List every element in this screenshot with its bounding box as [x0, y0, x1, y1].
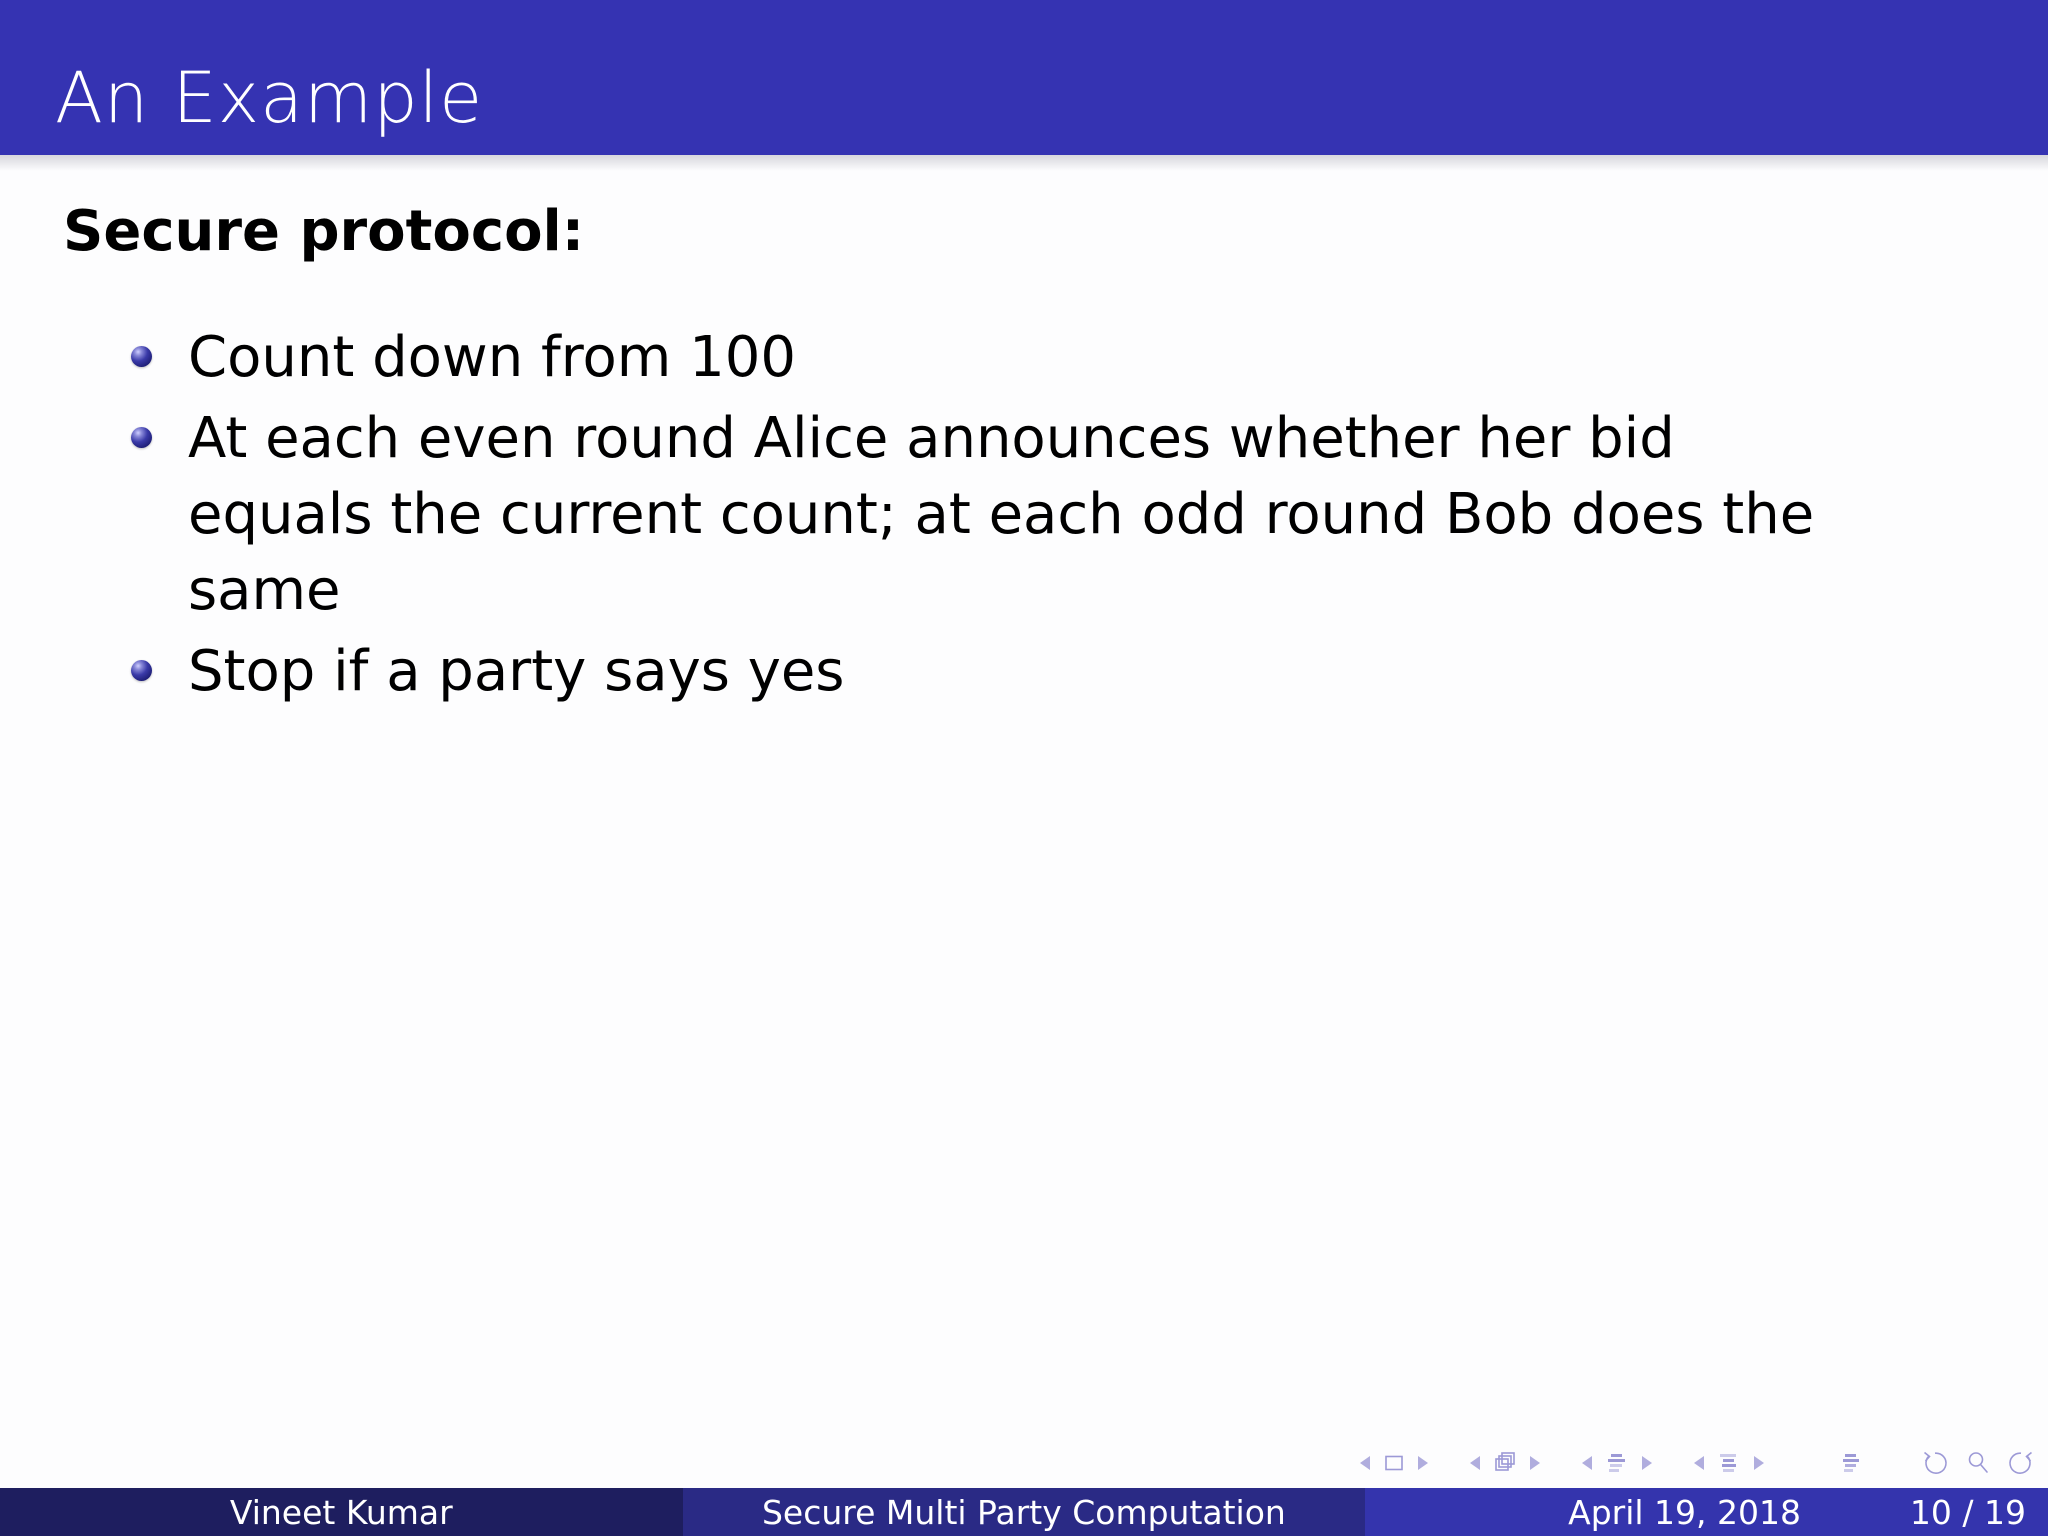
- subsection-nav-group: [1692, 1451, 1766, 1475]
- prev-section-icon[interactable]: [1580, 1454, 1594, 1472]
- slide-title: An Example: [55, 57, 484, 139]
- subsection-toc-icon[interactable]: [1716, 1451, 1742, 1475]
- appendix-toc-icon[interactable]: [1838, 1451, 1864, 1475]
- bullet-text: Stop if a party says yes: [188, 639, 845, 704]
- footer-author: Vineet Kumar: [229, 1492, 453, 1532]
- footer-talk-title-section: [683, 1488, 1366, 1536]
- block-heading: Secure protocol:: [63, 199, 585, 264]
- slide-number: 10 / 19: [1909, 1492, 2026, 1532]
- footer-date: April 19, 2018: [1568, 1492, 1802, 1532]
- list-item: [131, 634, 2048, 710]
- bullet-text: At each even round Alice announces whether her bid equals the current count; at each odd round Bob does the same: [188, 406, 1815, 623]
- prev-frame-icon[interactable]: [1468, 1454, 1482, 1472]
- search-icon[interactable]: [1963, 1448, 1993, 1478]
- history-nav-group: [1920, 1448, 2036, 1478]
- ball-bullet-icon: [131, 427, 152, 448]
- navigation-symbols-bar: [1358, 1448, 2036, 1478]
- next-section-icon[interactable]: [1640, 1454, 1654, 1472]
- ball-bullet-icon: [131, 346, 152, 367]
- footline: [0, 1488, 2048, 1536]
- section-nav-group: [1580, 1451, 1654, 1475]
- list-item: [131, 401, 2048, 629]
- frames-icon[interactable]: [1492, 1450, 1518, 1476]
- ball-bullet-icon: [131, 660, 152, 681]
- next-slide-icon[interactable]: [1416, 1454, 1430, 1472]
- slide-icon[interactable]: [1382, 1451, 1406, 1475]
- list-item: [131, 320, 2048, 396]
- slide-body: [0, 155, 2048, 715]
- footer-talk-title: Secure Multi Party Computation: [761, 1492, 1286, 1532]
- prev-subsection-icon[interactable]: [1692, 1454, 1706, 1472]
- go-back-icon[interactable]: [1920, 1448, 1950, 1478]
- slide-nav-group: [1358, 1451, 1430, 1475]
- frame-title-bar: [0, 0, 2048, 155]
- next-frame-icon[interactable]: [1528, 1454, 1542, 1472]
- go-forward-icon[interactable]: [2006, 1448, 2036, 1478]
- next-subsection-icon[interactable]: [1752, 1454, 1766, 1472]
- bullet-text: Count down from 100: [188, 325, 797, 390]
- frame-nav-group: [1468, 1450, 1542, 1476]
- bullet-list: [63, 320, 2048, 710]
- footer-author-section: [0, 1488, 683, 1536]
- footer-date-section: [1365, 1488, 2048, 1536]
- section-toc-icon[interactable]: [1604, 1451, 1630, 1475]
- prev-slide-icon[interactable]: [1358, 1454, 1372, 1472]
